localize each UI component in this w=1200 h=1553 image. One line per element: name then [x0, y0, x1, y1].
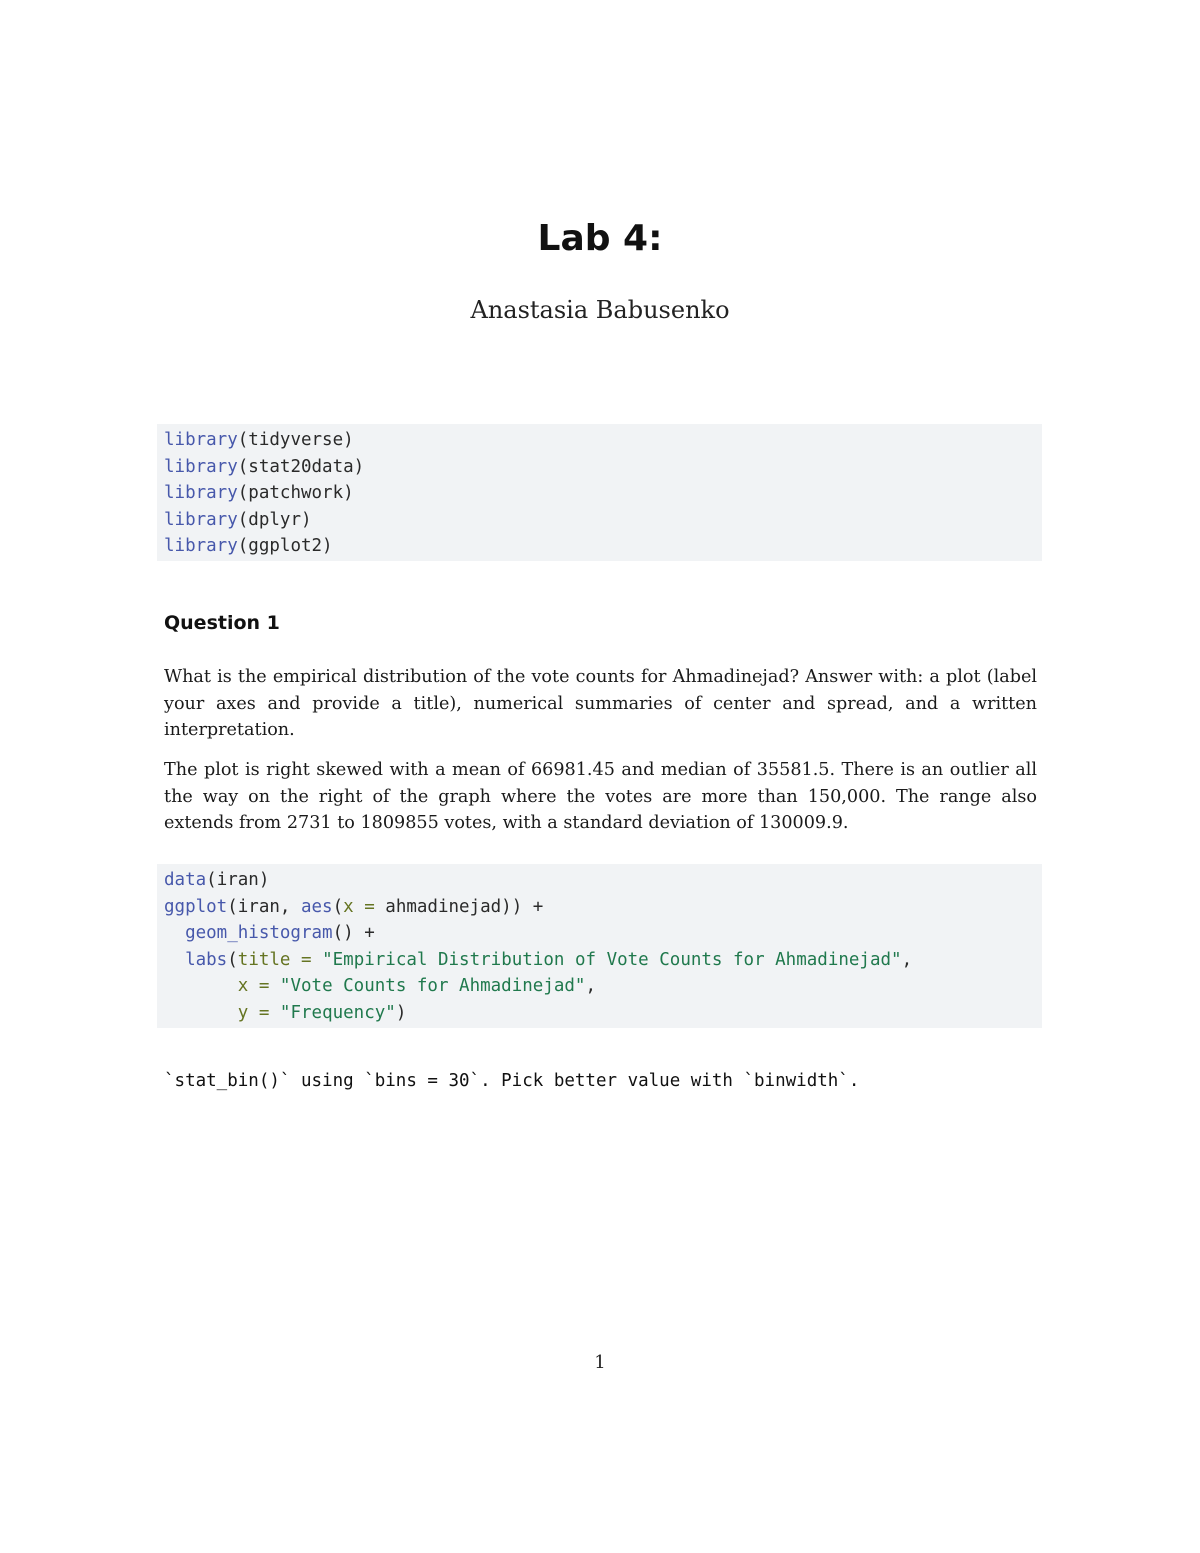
code-function: data — [164, 870, 207, 890]
code-line — [164, 430, 354, 450]
code-string: "Empirical Distribution of Vote Counts for Ahmadinejad" — [322, 949, 902, 970]
page-number: 1 — [594, 1352, 606, 1373]
document-title: Lab 4: — [537, 218, 663, 259]
code-punct: ) — [395, 1002, 407, 1023]
code-block-libraries — [157, 424, 1042, 561]
code-argument: x = — [343, 896, 375, 917]
code-line — [164, 870, 269, 890]
code-args: (patchwork) — [237, 483, 354, 504]
code-line — [164, 1003, 406, 1023]
code-line — [164, 976, 596, 996]
code-function: ggplot — [164, 896, 228, 917]
code-punct: ( — [332, 896, 344, 917]
code-function: library — [164, 509, 238, 530]
question-heading: Question 1 — [164, 612, 280, 634]
code-string: "Vote Counts for Ahmadinejad" — [279, 976, 586, 997]
code-line — [164, 536, 333, 556]
code-function: library — [164, 430, 238, 450]
code-line — [164, 923, 375, 943]
code-args: (ggplot2) — [237, 536, 333, 557]
question-prompt: What is the empirical distribution of the vote counts for Ahmadinejad? Answer with: a plot (label your axes and provide a title), numerical summaries of center and spread, and a written interpretation. — [164, 667, 1037, 741]
document-author: Anastasia Babusenko — [470, 296, 730, 324]
code-block-histogram — [157, 864, 1042, 1028]
code-function: labs — [185, 949, 228, 970]
code-punct: ( — [227, 949, 238, 970]
code-punct: , — [585, 976, 597, 997]
code-args: ahmadinejad)) + — [374, 896, 544, 917]
code-line — [164, 897, 543, 917]
code-function: library — [164, 483, 238, 504]
code-line — [164, 483, 354, 503]
code-argument: y = — [237, 1002, 270, 1023]
console-output-message: `stat_bin()` using `bins = 30`. Pick better value with `binwidth`. — [164, 1071, 860, 1091]
code-string: "Frequency" — [279, 1002, 396, 1023]
code-args: (iran, — [227, 896, 301, 917]
question-answer: The plot is right skewed with a mean of 66981.45 and median of 35581.5. There is an outlier all the way on the right of the graph where the votes are more than 150,000. The range also extends from 2731 to 1809855 votes, with a standard deviation of 130009.9. — [164, 760, 1037, 834]
code-argument: title = — [237, 949, 312, 970]
code-line — [164, 950, 912, 970]
code-function: library — [164, 456, 238, 477]
code-args: () + — [332, 923, 375, 944]
code-function: library — [164, 536, 238, 557]
code-line — [164, 510, 312, 530]
code-function: aes — [300, 896, 333, 917]
code-args: (iran) — [206, 870, 270, 890]
code-args: (stat20data) — [237, 456, 365, 477]
code-argument: x = — [237, 976, 270, 997]
code-line — [164, 457, 364, 477]
code-punct: , — [901, 949, 913, 970]
code-args: (dplyr) — [237, 509, 312, 530]
code-function: geom_histogram — [185, 923, 333, 944]
code-args: (tidyverse) — [237, 430, 354, 450]
